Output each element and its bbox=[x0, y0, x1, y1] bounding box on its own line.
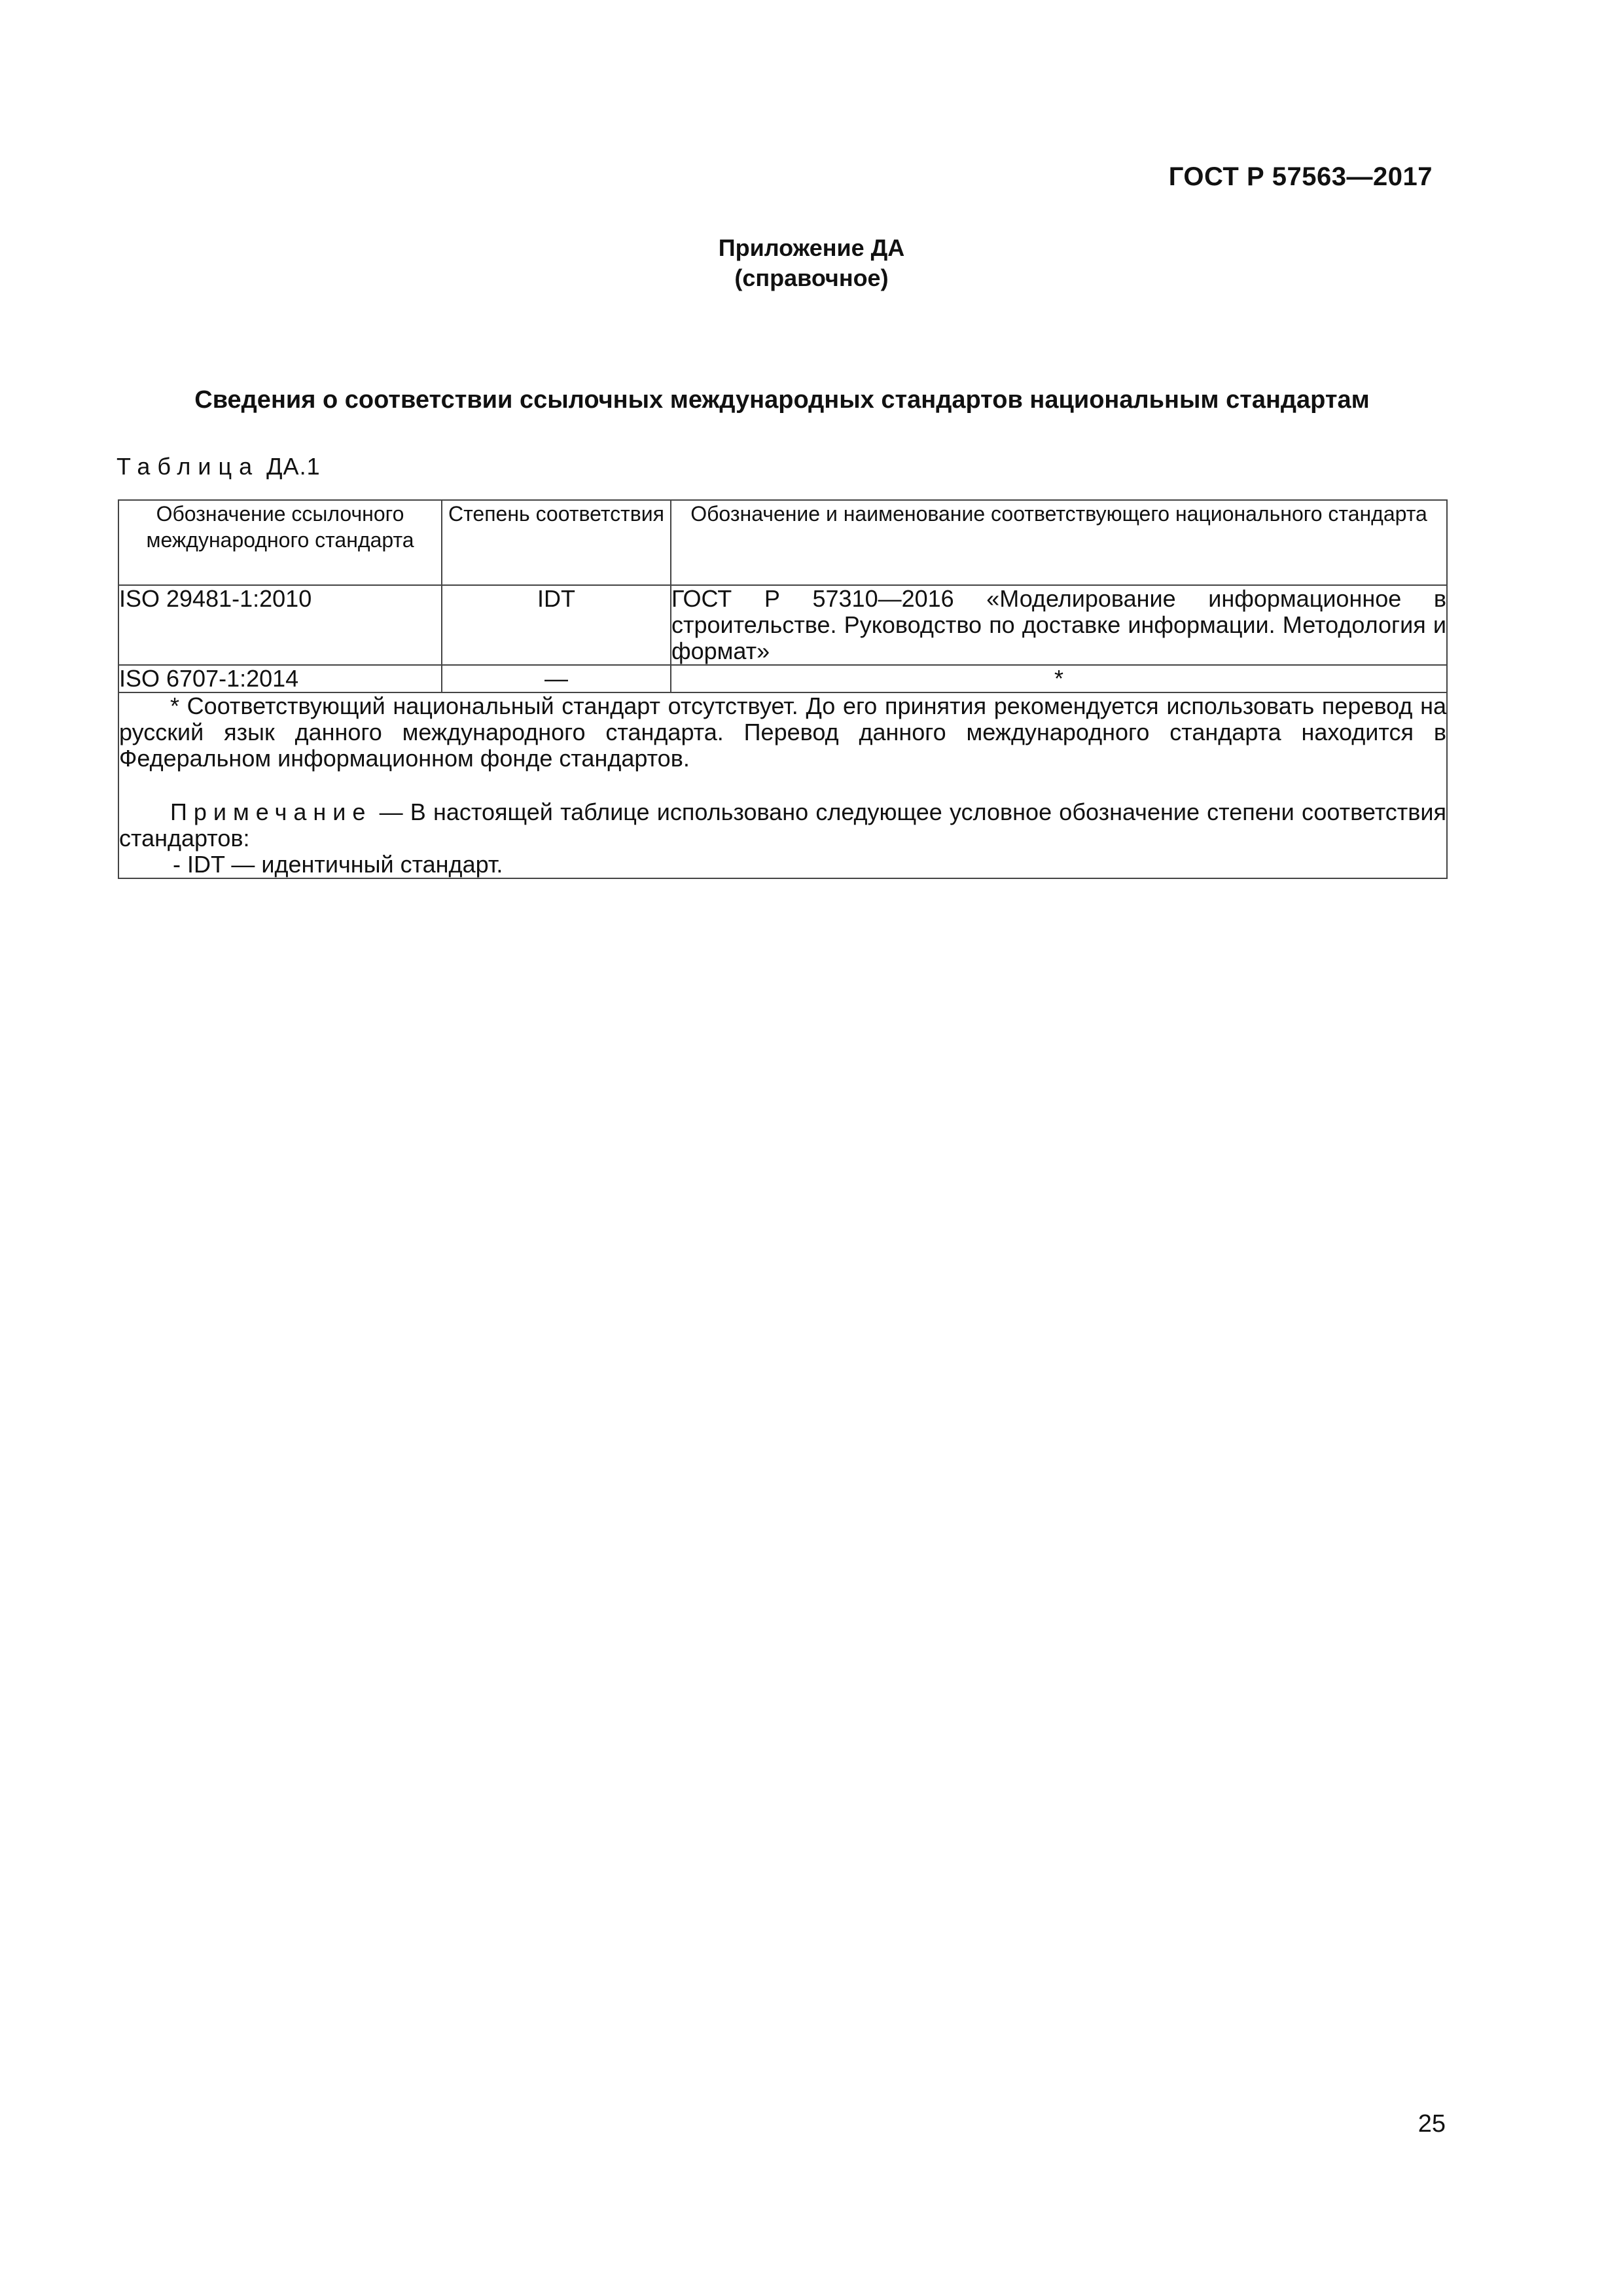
note-text: — В настоящей таблице использовано следующее условное обозначение степени соответствия стандартов: bbox=[119, 798, 1446, 852]
table-row bbox=[118, 665, 1447, 692]
table-label-word: Таблица bbox=[116, 453, 260, 480]
section-title: Сведения о соответствии ссылочных международных стандартов национальным стандартам bbox=[194, 386, 1370, 414]
cell-standard: ISO 6707-1:2014 bbox=[118, 665, 442, 692]
header-national-standard: Обозначение и наименование соответствующего национального стандарта bbox=[671, 500, 1447, 585]
document-code: ГОСТ Р 57563—2017 bbox=[1168, 162, 1433, 191]
cell-degree: IDT bbox=[442, 585, 671, 665]
correspondence-table bbox=[118, 499, 1448, 879]
page-number: 25 bbox=[1418, 2110, 1446, 2138]
table-footnote: * Соответствующий национальный стандарт отсутствует. До его принятия рекомендуется использовать перевод на русский язык данного международного стандарта. Перевод данного международного стандарта находится в Федеральном информационном фонде стандартов. bbox=[119, 692, 1446, 772]
table-label-number: ДА.1 bbox=[266, 453, 321, 480]
appendix-subtitle: (справочное) bbox=[734, 264, 889, 291]
table-header-row bbox=[118, 500, 1447, 585]
cell-degree: — bbox=[442, 665, 671, 692]
appendix-title: Приложение ДА bbox=[718, 234, 905, 261]
table-row bbox=[118, 585, 1447, 665]
table-footnote-cell bbox=[118, 692, 1447, 878]
header-international-standard: Обозначение ссылочного международного стандарта bbox=[118, 500, 442, 585]
cell-standard: ISO 29481-1:2010 bbox=[118, 585, 442, 665]
note-label: Примечание bbox=[170, 798, 372, 825]
table-footer-row bbox=[118, 692, 1447, 878]
table-note bbox=[119, 799, 1446, 852]
table-label bbox=[116, 453, 321, 480]
note-item: - IDT — идентичный стандарт. bbox=[173, 851, 503, 878]
cell-national: ГОСТ Р 57310—2016 «Моделирование информационное в строительстве. Руководство по доставке информации. Методология и формат» bbox=[671, 585, 1446, 664]
cell-national: * bbox=[671, 665, 1447, 692]
header-degree: Степень соответствия bbox=[442, 500, 671, 585]
appendix-heading bbox=[0, 233, 1623, 293]
